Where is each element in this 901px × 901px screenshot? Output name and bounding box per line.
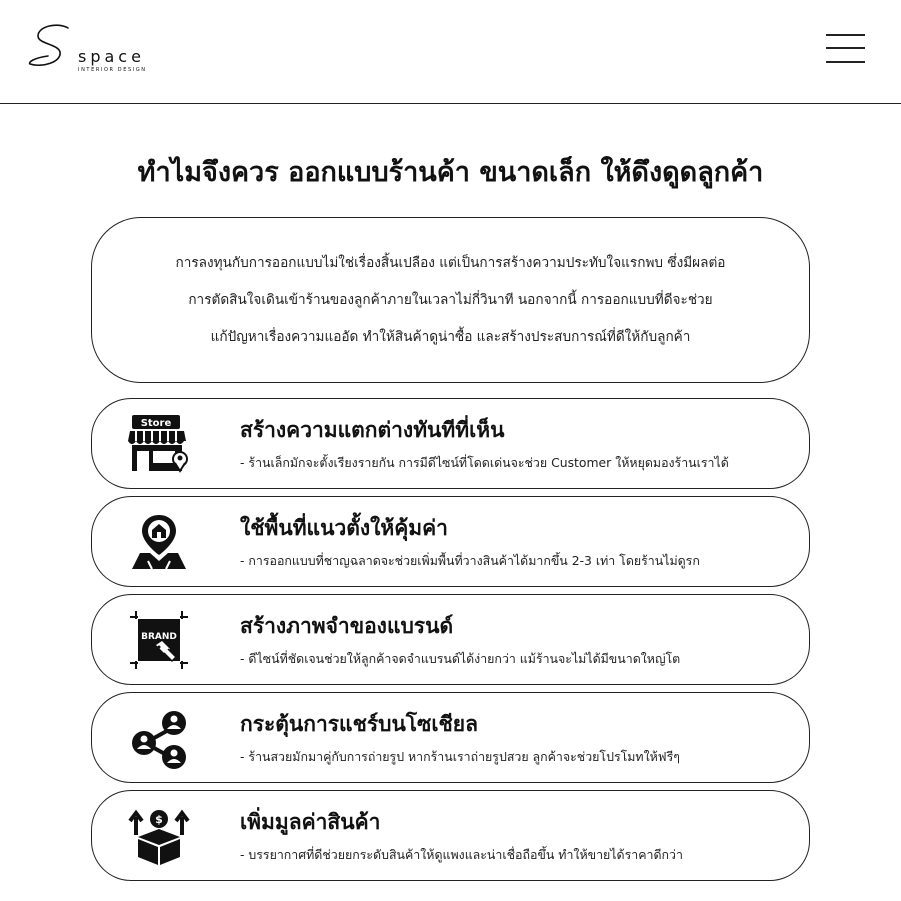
brand-design-icon — [128, 609, 190, 671]
site-header — [0, 0, 901, 104]
svg-text:Store: Store — [140, 418, 172, 429]
feature-title: ใช้พื้นที่แนวตั้งให้คุ้มค่า — [240, 516, 448, 540]
social-share-icon — [128, 707, 190, 769]
feature-card-stand-out — [91, 398, 810, 489]
svg-text:BRAND: BRAND — [141, 632, 177, 642]
feature-desc: - ร้านสวยมักมาคู่กับการถ่ายรูป หากร้านเราถ่ายรูปสวย ลูกค้าจะช่วยโปรโมทให้ฟรีๆ — [240, 749, 680, 764]
feature-title: สร้างภาพจำของแบรนด์ — [240, 614, 454, 638]
feature-desc: - บรรยากาศที่ดีช่วยยกระดับสินค้าให้ดูแพงและน่าเชื่อถือขึ้น ทำให้ขายได้ราคาดีกว่า — [240, 847, 683, 862]
intro-line: การลงทุนกับการออกแบบไม่ใช่เรื่องสิ้นเปลือง แต่เป็นการสร้างความประทับใจแรกพบ ซึ่งมีผลต่อ — [175, 255, 726, 271]
intro-line: แก้ปัญหาเรื่องความแออัด ทำให้สินค้าดูน่าซื้อ และสร้างประสบการณ์ที่ดีให้กับลูกค้า — [210, 329, 691, 345]
menu-bar — [826, 61, 865, 63]
feature-desc: - ร้านเล็กมักจะตั้งเรียงรายกัน การมีดีไซน์ที่โดดเด่นจะช่วย Customer ให้หยุดมองร้านเราได้ — [240, 455, 729, 470]
menu-bar — [826, 47, 865, 49]
brand-logo[interactable] — [28, 22, 168, 78]
feature-card-brand-memory — [91, 594, 810, 685]
brand-word: space — [78, 47, 145, 66]
value-box-icon — [128, 805, 190, 867]
feature-desc: - การออกแบบที่ชาญฉลาดจะช่วยเพิ่มพื้นที่วางสินค้าได้มากขึ้น 2-3 เท่า โดยร้านไม่ดูรก — [240, 553, 700, 568]
hamburger-menu-icon[interactable] — [826, 33, 866, 65]
feature-card-add-value — [91, 790, 810, 881]
brand-subtitle: INTERIOR DESIGN — [78, 67, 147, 73]
feature-card-social-share — [91, 692, 810, 783]
intro-line: การตัดสินใจเดินเข้าร้านของลูกค้าภายในเวลาไม่กี่วินาที นอกจากนี้ การออกแบบที่ดีจะช่วย — [188, 292, 713, 308]
intro-card — [91, 217, 810, 383]
feature-card-vertical-space — [91, 496, 810, 587]
storefront-icon — [128, 413, 190, 475]
menu-bar — [826, 34, 865, 36]
feature-title: กระตุ้นการแชร์บนโซเชียล — [240, 712, 478, 736]
feature-desc: - ดีไซน์ที่ชัดเจนช่วยให้ลูกค้าจดจำแบรนด์ได้ง่ายกว่า แม้ร้านจะไม่ได้มีขนาดใหญ่โต — [240, 651, 681, 666]
feature-title: เพิ่มมูลค่าสินค้า — [240, 810, 381, 834]
feature-title: สร้างความแตกต่างทันทีที่เห็น — [240, 418, 505, 442]
svg-text:$: $ — [155, 813, 163, 826]
location-map-icon — [128, 511, 190, 573]
page-title: ทำไมจึงควร ออกแบบร้านค้า ขนาดเล็ก ให้ดึงดูดลูกค้า — [137, 157, 764, 188]
